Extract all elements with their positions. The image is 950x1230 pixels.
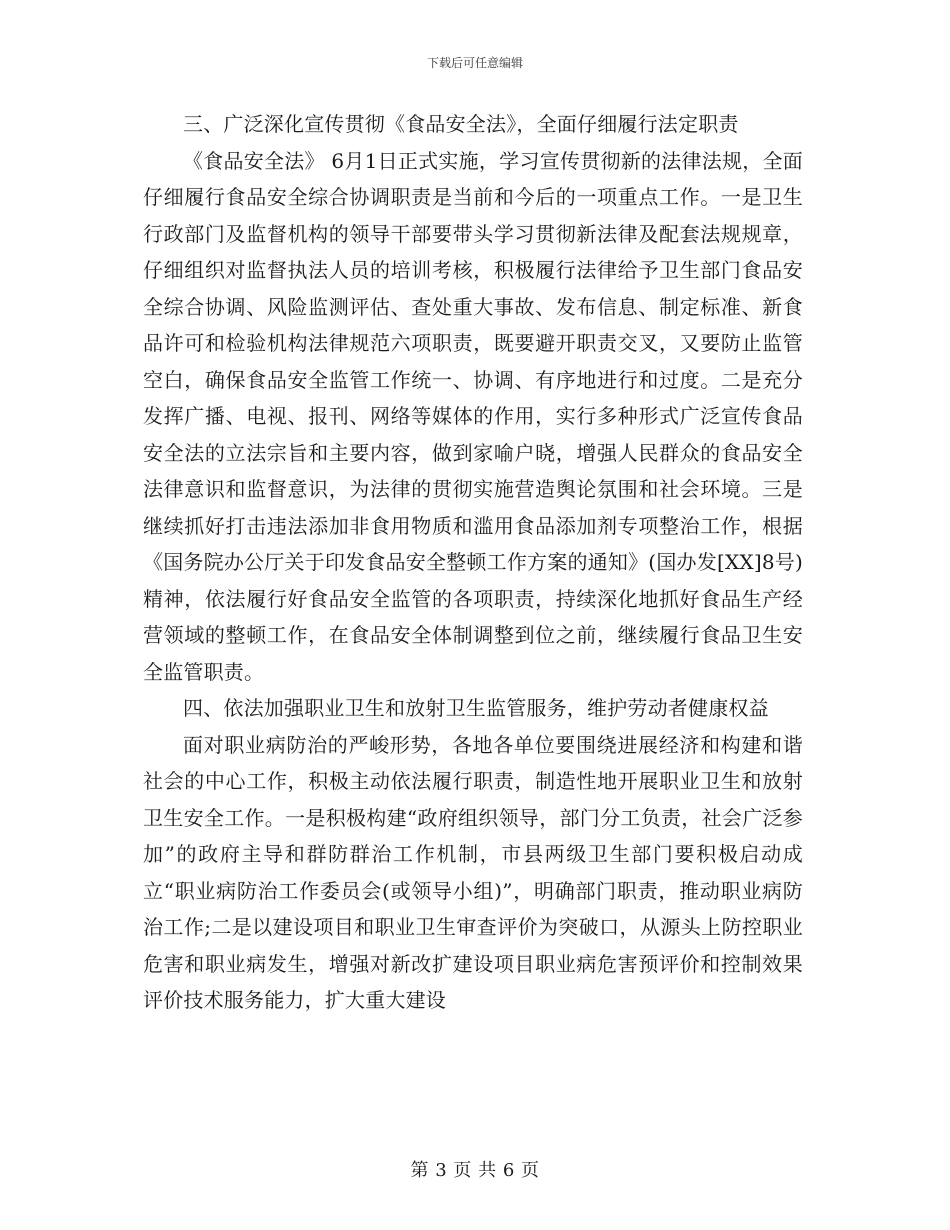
page-header: 下载后可任意编辑 bbox=[426, 56, 523, 70]
document-body bbox=[143, 106, 803, 1019]
section-heading-3: 三、广泛深化宣传贯彻《食品安全法》，全面仔细履行法定职责 bbox=[183, 112, 739, 136]
section-heading-4: 四、依法加强职业卫生和放射卫生监管服务，维护劳动者健康权益 bbox=[183, 696, 769, 720]
paragraph-occupational-health: 面对职业病防治的严峻形势，各地各单位要围绕进展经济和构建和谐社会的中心工作，积极主动依法履行职责，制造性地开展职业卫生和放射卫生安全工作。一是积极构建“政府组织领导，部门分工负责，社会广泛参加”的政府主导和群防群治工作机制，市县两级卫生部门要积极启动成立“职业病防治工作委员会(或领导小组)”，明确部门职责，推动职业病防治工作;二是以建设项目和职业卫生审查评价为突破口，从源头上防控职业危害和职业病发生，增强对新改扩建设项目职业病危害预评价和控制效果评价技术服务能力，扩大重大建设 bbox=[143, 732, 803, 1012]
page-number: 第 3 页 共 6 页 bbox=[410, 1160, 540, 1181]
paragraph-food-safety-law: 《食品安全法》 6月1日正式实施，学习宣传贯彻新的法律法规，全面仔细履行食品安全综合协调职责是当前和今后的一项重点工作。一是卫生行政部门及监督机构的领导干部要带头学习贯彻新法律及配套法规规章，仔细组织对监督执法人员的培训考核，积极履行法律给予卫生部门食品安全综合协调、风险监测评估、查处重大事故、发布信息、制定标准、新食品许可和检验机构法律规范六项职责，既要避开职责交叉，又要防止监管空白，确保食品安全监管工作统一、协调、有序地进行和过度。二是充分发挥广播、电视、报刊、网络等媒体的作用，实行多种形式广泛宣传食品安全法的立法宗旨和主要内容，做到家喻户晓，增强人民群众的食品安全法律意识和监督意识，为法律的贯彻实施营造舆论氛围和社会环境。三是继续抓好打击违法添加非食用物质和滥用食品添加剂专项整治工作，根据《国务院办公厅关于印发食品安全整顿工作方案的通知》(国办发[XX]8号)精神，依法履行好食品安全监管的各项职责，持续深化地抓好食品生产经营领域的整顿工作，在食品安全体制调整到位之前，继续履行食品卫生安全监管职责。 bbox=[143, 148, 803, 684]
